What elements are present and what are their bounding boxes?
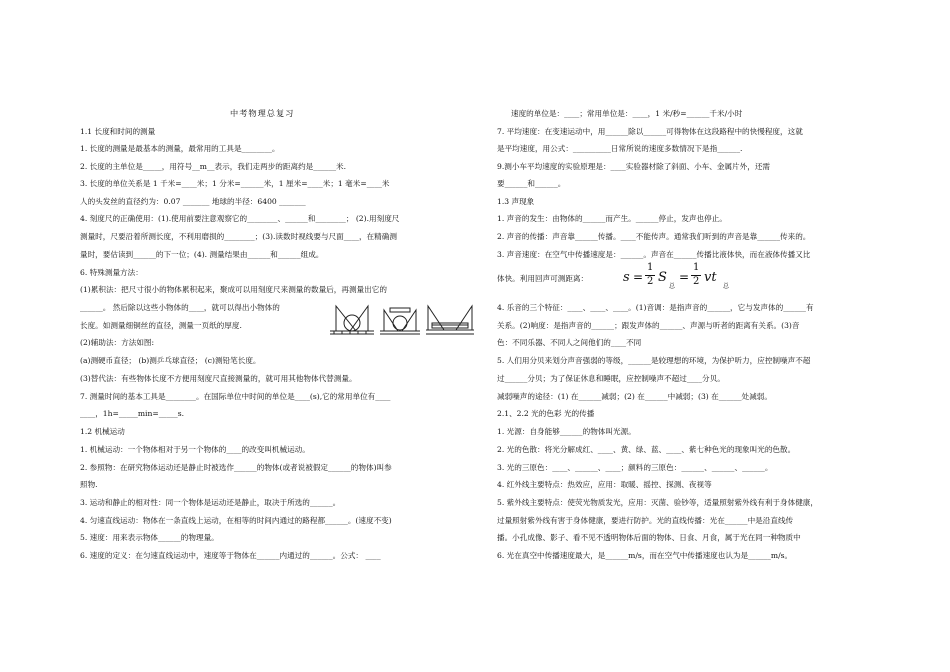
text-line: 2. 声音的传播：声音靠______传播。____不能传声。通常我们听到的声音是靠______传来的。 bbox=[497, 232, 811, 241]
section-heading: 1.2 机械运动 bbox=[80, 427, 125, 436]
text-line: 长度。如测量细铜丝的直径，测量一页纸的厚度. bbox=[80, 321, 242, 330]
section-heading: 1.3 声现象 bbox=[497, 197, 535, 206]
formula-half-num: 1 bbox=[647, 262, 654, 273]
text-line: (2)辅助法：方法如图: bbox=[80, 338, 155, 347]
ball-diameter-figure bbox=[380, 308, 420, 334]
formula-half-num-2: 1 bbox=[693, 262, 700, 273]
formula-eq2: = bbox=[679, 270, 690, 284]
text-line: 减弱噪声的途径：(1) 在______减弱；(2) 在______中减弱；(3) 在______处减弱。 bbox=[497, 392, 772, 401]
text-line: 5. 速度：用来表示物体______的物理量。 bbox=[80, 533, 219, 542]
text-line: 2. 参照物：在研究物体运动还是静止时被选作______的物体(或者说被假定______的物体)叫参 bbox=[80, 463, 392, 472]
text-line: 照物. bbox=[80, 480, 98, 489]
text-line: 5. 人们用分贝来划分声音强弱的等级，______是较理想的环境，为保护听力，应控制噪声不超 bbox=[497, 356, 811, 365]
text-line: 1.1 长度和时间的测量 bbox=[80, 127, 156, 136]
formula-subscript: 总 bbox=[669, 283, 676, 290]
text-line: 7. 测量时间的基本工具是________。在国际单位中时间的单位是____(s),它的常用单位有____ bbox=[80, 392, 391, 401]
formula-vt: vt bbox=[704, 270, 717, 285]
text-line: 人的头发丝的直径约为：0.07 _______ 地球的半径：6400 _______ bbox=[80, 197, 306, 206]
text-line: 3. 光的三原色：____、______、____；颜料的三原色：______、______、______。 bbox=[497, 463, 773, 472]
text-line: 2. 光的色散：将光分解成红、____、黄、绿、蓝、____、紫七种色光的现象叫光的色散。 bbox=[497, 445, 796, 454]
text-line: 关系。(2)响度：是指声音的______；跟发声体的______、声源与听者的距离有关系。(3)音 bbox=[497, 321, 800, 330]
text-line: 3. 运动和静止的相对性：同一个物体是运动还是静止，取决于所选的______。 bbox=[80, 498, 341, 507]
text-line: 播。小孔成像、影子、看不见不透明物体后面的物体、日食、月食，属于光在同一种物质中 bbox=[497, 533, 801, 542]
text-line: 6. 光在真空中传播速度最大，是______m/s，而在空气中传播速度也认为是______m/s。 bbox=[497, 551, 793, 560]
text-line: (a)测硬币直径； (b)测乒乓球直径； (c)测铅笔长度。 bbox=[80, 356, 261, 365]
text-line: 4. 红外线主要特点：热效应，应用：取暖、摇控、探测、夜视等 bbox=[497, 480, 712, 489]
text-line: 6. 特殊测量方法： bbox=[80, 268, 143, 277]
formula-subscript-2: 总 bbox=[723, 283, 730, 290]
text-line: 7. 平均速度：在变速运动中，用______除以______可得物体在这段路程中的快慢程度，这就 bbox=[497, 127, 803, 136]
text-line: 测量时，尺要沿着所测长度，不利用磨损的________；(3).读数时视线要与尺面____，在精确测 bbox=[80, 232, 397, 241]
text-line: 4. 匀速直线运动：物体在一条直线上运动，在相等的时间内通过的路程都______。(速度不变) bbox=[80, 516, 392, 525]
echo-distance-formula bbox=[623, 262, 783, 292]
text-line: 2. 长度的主单位是_____，用符号__m__表示，我们走两步的距离约是______米. bbox=[80, 162, 347, 171]
text-line: 过量照射紫外线有害于身体健康，要进行防护。光的直线传播：光在______中是沿直线传 bbox=[497, 516, 794, 525]
formula-s: s bbox=[623, 270, 630, 285]
text-line: 是平均速度，用公式：__________日常所说的速度多数情况下是指______. bbox=[497, 144, 743, 153]
text-line: 量时，要估读到______的下一位；(4). 测量结果由______和______组成。 bbox=[80, 250, 324, 259]
text-line: 速度的单位是：____；常用单位是：____，1 米/秒=______千米/小时 bbox=[511, 109, 743, 118]
text-line: 1. 机械运动：一个物体相对于另一个物体的____的改变叫机械运动。 bbox=[80, 445, 310, 454]
formula-half-den-2: 2 bbox=[693, 276, 700, 287]
section-heading: 2.1、2.2 光的色彩 光的传播 bbox=[497, 409, 595, 418]
pencil-length-figure bbox=[426, 306, 474, 334]
text-line: 1. 光源：自身能够______的物体叫光源。 bbox=[497, 427, 636, 436]
page-title: 中考物理总复习 bbox=[230, 108, 295, 118]
text-line: 3. 长度的单位关系是 1 千米=____米；1 分米=______米，1 厘米=____米；1 毫米=____米 bbox=[80, 179, 390, 188]
text-line: 体快。利用回声可测距离： bbox=[497, 274, 589, 283]
text-line: 6. 速度的定义：在匀速直线运动中，速度等于物体在______内通过的______。公式： ____ bbox=[80, 551, 381, 560]
text-line: (3)替代法：有些物体长度不方便用刻度尺直接测量的，就可用其他物体代替测量。 bbox=[80, 374, 357, 383]
text-line: 4. 乐音的三个特征：____、____、____。(1)音调：是指声音的______，它与发声体的______有 bbox=[497, 303, 814, 312]
coin-diameter-figure bbox=[330, 306, 374, 334]
formula-S: S bbox=[658, 270, 667, 285]
text-line: (1)累积法：把尺寸很小的物体累积起来，聚成可以用刻度尺来测量的数量后，再测量出它的 bbox=[80, 285, 387, 294]
text-line: 要______和______。 bbox=[497, 179, 566, 188]
text-line: ______。 然后除以这些小物体的____，就可以得出小物体的 bbox=[80, 303, 280, 312]
text-line: 过______分贝；为了保证休息和睡眠，应控制噪声不超过____分贝。 bbox=[497, 374, 725, 383]
formula-eq: = bbox=[633, 270, 644, 284]
formula-half-den: 2 bbox=[647, 276, 654, 287]
text-line: 色：不同乐器、不同人之间他们的____不同 bbox=[497, 338, 642, 347]
measurement-figures bbox=[328, 300, 478, 338]
text-line: 9.测小车平均速度的实验原理是：____实验器材除了斜面、小车、金属片外，还需 bbox=[497, 162, 771, 171]
text-line: 1. 声音的发生：由物体的______而产生。______停止，发声也停止。 bbox=[497, 214, 727, 223]
text-line: 3. 声音速度：在空气中传播速度是：______。声音在______传播比液体快，而在液体传播又比 bbox=[497, 250, 811, 259]
text-line: ____，1h=_____min=_____s. bbox=[80, 409, 185, 418]
text-line: 1. 长度的测量是最基本的测量，最常用的工具是________。 bbox=[80, 144, 280, 153]
text-line: 5. 紫外线主要特点：使荧光物质发光，应用：灭菌、验钞等，适量照射紫外线有利于身体健康， bbox=[497, 498, 818, 507]
text-line: 4. 刻度尺的正确使用：(1).使用前要注意观察它的________、______和________； (2).用刻度尺 bbox=[80, 214, 400, 223]
